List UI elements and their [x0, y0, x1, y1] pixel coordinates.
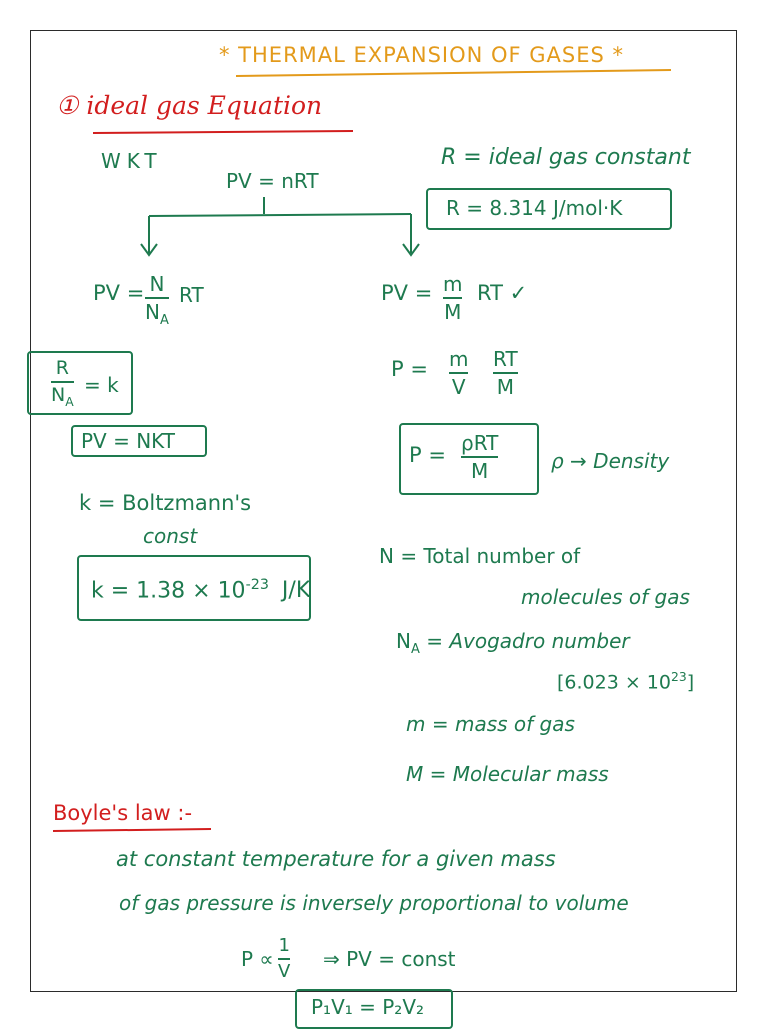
- section2-heading-underline: [31, 31, 738, 841]
- ideal-gas-equation: PV = nRT: [226, 169, 319, 193]
- boyles-final-equation: P₁V₁ = P₂V₂: [311, 995, 425, 1019]
- left-eq-rt: RT: [179, 283, 204, 307]
- boltzmann-definition-line2: const: [143, 524, 198, 548]
- pv-nkt: PV = NKT: [81, 429, 175, 453]
- density-note: ρ → Density: [551, 449, 670, 473]
- left-frac-den: $N_A$: [145, 300, 169, 328]
- proportion-lhs: P ∝: [241, 947, 274, 971]
- right-eq3-den: M: [471, 459, 489, 483]
- right-eq2-lhs: P =: [391, 357, 428, 381]
- right-eq1-num: m: [443, 272, 463, 296]
- right-eq3-lhs: P =: [409, 443, 446, 467]
- wkt-label: WKT: [101, 149, 163, 173]
- r-definition: R = ideal gas constant: [441, 145, 691, 170]
- n-definition: N = Total number of: [379, 544, 581, 568]
- proportion-fraction: [278, 937, 290, 981]
- k-frac-num: R: [55, 357, 69, 379]
- boltzmann-definition: k = Boltzmann's: [79, 491, 252, 515]
- k-relation-rhs: = k: [84, 373, 119, 397]
- right-eq2-num2: RT: [493, 347, 518, 371]
- molecular-mass-definition: M = Molecular mass: [406, 762, 609, 786]
- right-eq2-num1: m: [449, 347, 469, 371]
- r-value: R = 8.314 J/mol·K: [446, 196, 623, 220]
- na-value: $[6.023 \times 10^{23}]$: [557, 670, 695, 694]
- section1-heading: ① ideal gas Equation: [56, 91, 323, 120]
- na-definition: $N_A$ = Avogadro number: [396, 629, 630, 657]
- right-eq2-den1: V: [451, 375, 466, 399]
- proportion-rhs: ⇒ PV = const: [323, 947, 456, 971]
- proportion-den: V: [278, 961, 291, 982]
- k-value: $k = 1.38 \times 10^{-23}$ J/K: [91, 577, 311, 604]
- notebook-page: [30, 30, 737, 1019]
- right-eq3-num: ρRT: [461, 431, 499, 455]
- right-eq1-lhs: PV =: [381, 281, 433, 305]
- left-frac-num: N: [149, 272, 165, 296]
- proportion-num: 1: [278, 935, 290, 956]
- n-definition-line2: molecules of gas: [521, 585, 690, 609]
- right-eq1-rhs: RT ✓: [477, 281, 528, 305]
- right-eq2-den2: M: [496, 375, 514, 399]
- right-eq1-den: M: [444, 300, 462, 324]
- page-title: * THERMAL EXPANSION OF GASES *: [219, 43, 625, 67]
- section2-heading: Boyle's law :-: [53, 801, 193, 825]
- boyles-law-line1: at constant temperature for a given mass: [116, 847, 556, 871]
- boyles-law-line2: of gas pressure is inversely proportional to volume: [119, 891, 629, 915]
- m-definition: m = mass of gas: [406, 712, 575, 736]
- left-eq-lhs: PV =: [93, 281, 145, 305]
- k-frac-den: $N_A$: [51, 384, 74, 409]
